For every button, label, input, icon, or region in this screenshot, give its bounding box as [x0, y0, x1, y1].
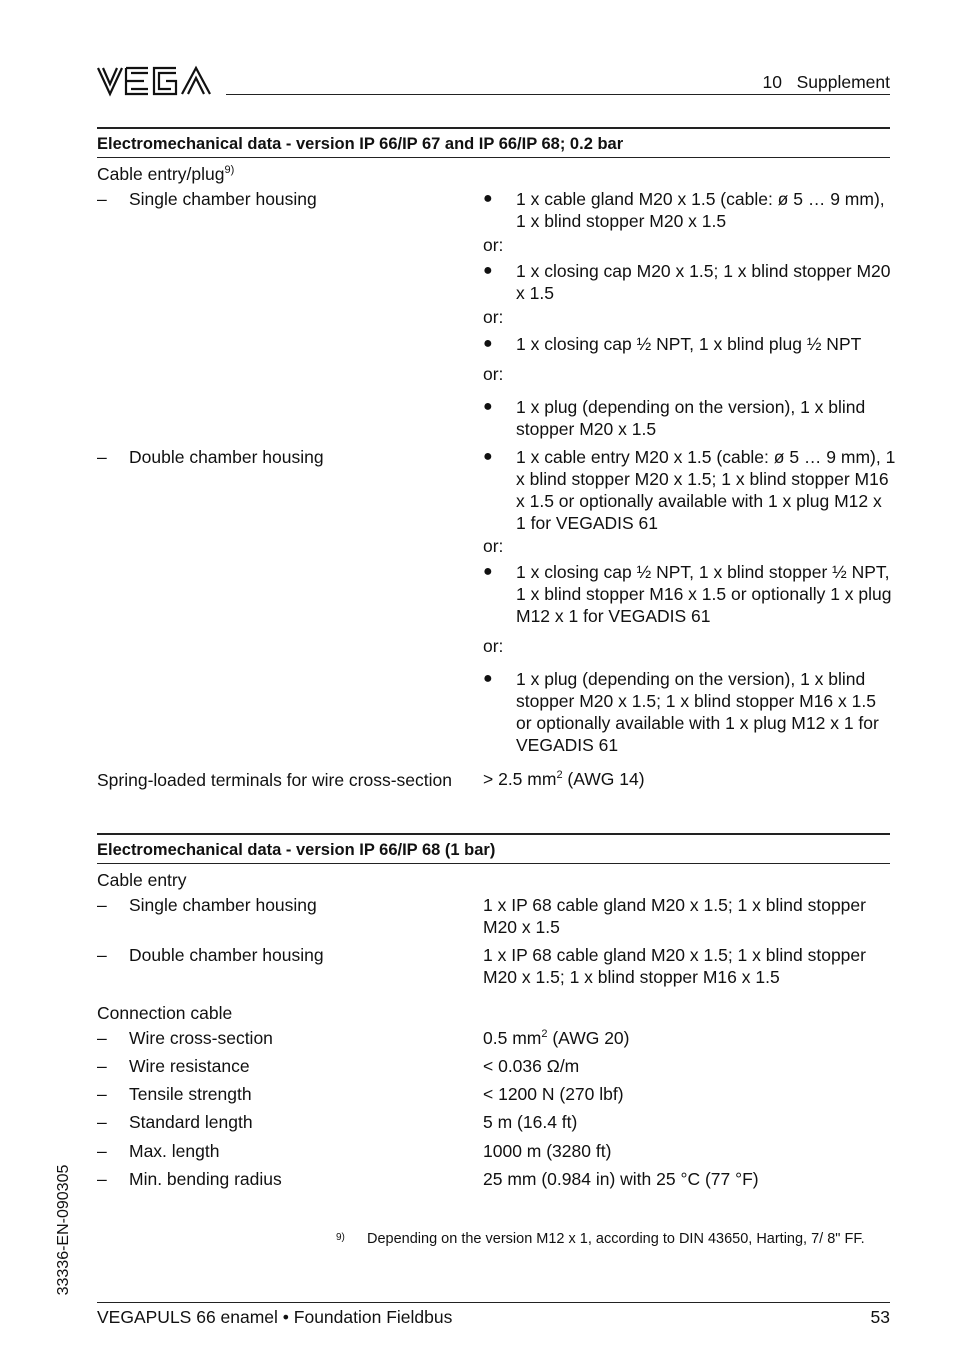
terminals-value: > 2.5 $mm^2$ (AWG 14) [483, 769, 645, 789]
or-label: or: [483, 307, 504, 327]
footnote-marker: 9) [336, 1232, 345, 1243]
row-label: Min. bending radius [129, 1169, 282, 1189]
row-label: Wire cross-section [129, 1028, 273, 1048]
footer-product: VEGAPULS 66 enamel • Foundation Fieldbus [97, 1307, 453, 1327]
row-value: 5 m (16.4 ft) [483, 1112, 578, 1132]
single-chamber-value: 1 x IP 68 cable gland M20 x 1.5; 1 x blind stopper M20 x 1.5 [483, 895, 866, 937]
document-code: 33336-EN-090305 [55, 1164, 72, 1296]
dash: – [97, 1028, 107, 1048]
connection-cable-label: Connection cable [97, 1003, 233, 1023]
dash: – [97, 945, 107, 965]
double-chamber-label-2: Double chamber housing [129, 945, 324, 965]
dash: – [97, 1056, 107, 1076]
row-value: 25 mm (0.984 in) with 25 °C (77 °F) [483, 1169, 759, 1189]
single-chamber-label: Single chamber housing [129, 189, 317, 209]
or-label: or: [483, 636, 504, 656]
dash: – [97, 189, 107, 209]
row-value: 0.5 $mm^2$ (AWG 20) [483, 1028, 630, 1048]
cable-entry-label-2: Cable entry [97, 870, 187, 890]
dash: – [97, 1141, 107, 1161]
row-label: Wire resistance [129, 1056, 250, 1076]
row-label: Max. length [129, 1141, 220, 1161]
dash: – [97, 1169, 107, 1189]
single-chamber-label-2: Single chamber housing [129, 895, 317, 915]
cable-entry-label: Cable entry/plug$^{9)}$ [97, 164, 235, 184]
section-header: 10 Supplement [762, 72, 890, 92]
dash: – [97, 895, 107, 915]
or-label: or: [483, 364, 504, 384]
row-value: < 0.036 Ω/m [483, 1056, 580, 1076]
dash: – [97, 1084, 107, 1104]
dash: – [97, 447, 107, 467]
terminals-label: Spring-loaded terminals for wire cross-section [97, 770, 452, 790]
row-label: Tensile strength [129, 1084, 252, 1104]
page-number: 53 [870, 1307, 890, 1327]
section2-title: Electromechanical data - version IP 66/IP 68 (1 bar) [97, 841, 496, 859]
row-label: Standard length [129, 1112, 253, 1132]
row-value: 1000 m (3280 ft) [483, 1141, 612, 1161]
double-chamber-value: 1 x IP 68 cable gland M20 x 1.5; 1 x blind stopper M20 x 1.5; 1 x blind stopper M16 x 1.5 [483, 945, 866, 987]
or-label: or: [483, 536, 504, 556]
double-chamber-label: Double chamber housing [129, 447, 324, 467]
footnote-text: Depending on the version M12 x 1, according to DIN 43650, Harting, 7/ 8" FF. [367, 1231, 865, 1247]
vega-logo [96, 64, 214, 98]
dash: – [97, 1112, 107, 1132]
row-value: < 1200 N (270 lbf) [483, 1084, 624, 1104]
section1-title: Electromechanical data - version IP 66/IP 67 and IP 66/IP 68; 0.2 bar [97, 135, 624, 153]
or-label: or: [483, 235, 504, 255]
